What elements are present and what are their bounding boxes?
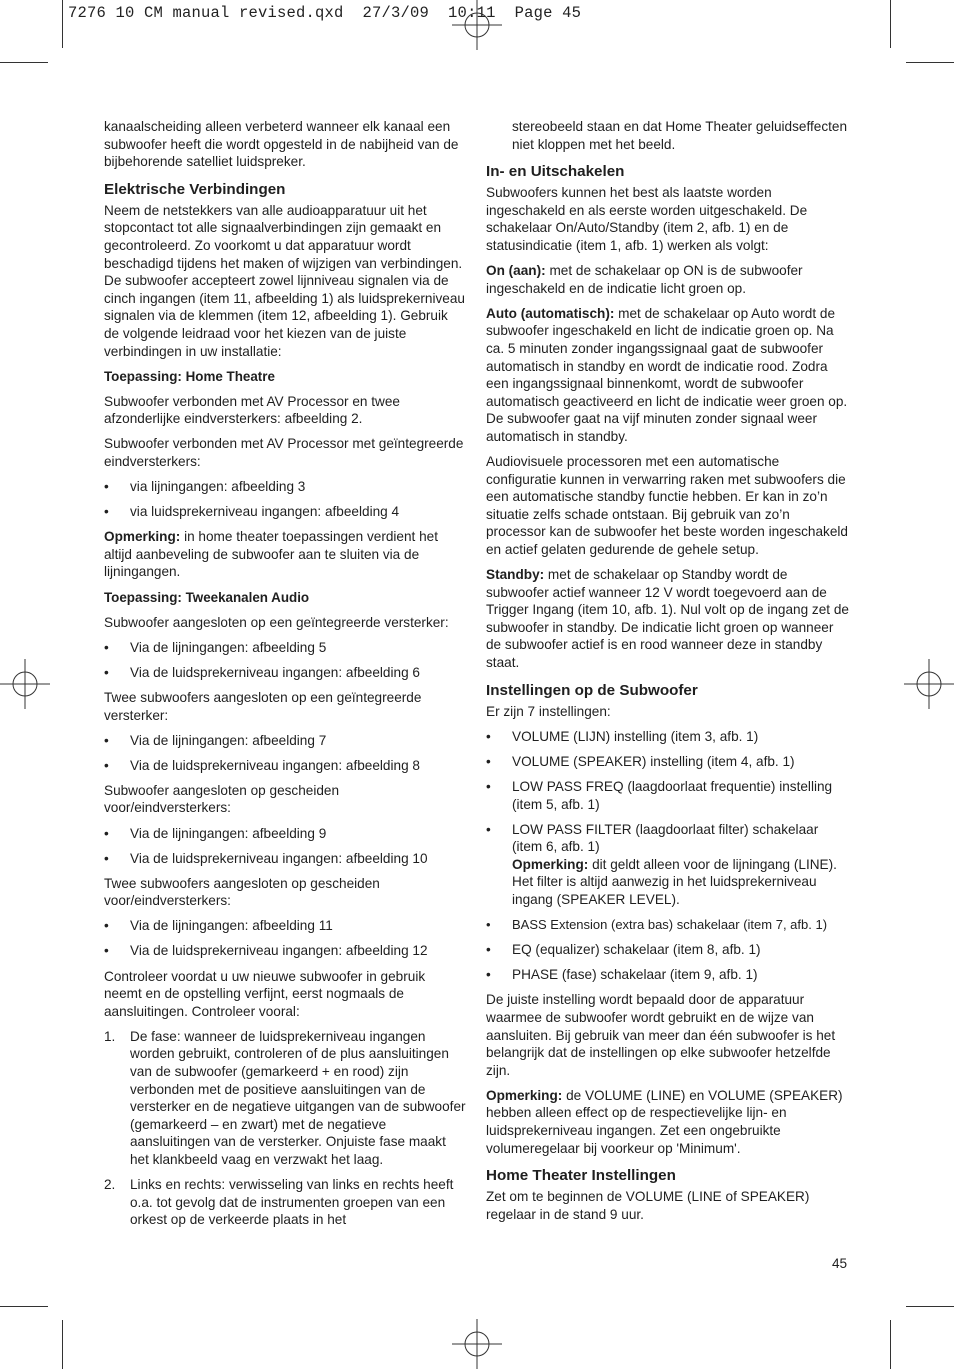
paragraph: kanaalscheiding alleen verbeterd wanneer elk kanaal een subwoofer heeft die wordt opgesteld in de nabijheid van de bijbehorende satelliet luidspreker. (104, 119, 459, 170)
crop-mark (906, 1306, 954, 1307)
section-heading: In- en Uitschakelen (486, 163, 625, 181)
numbered-list (104, 1028, 466, 1229)
paragraph: stereobeeld staan en dat Home Theater geluidseffecten niet kloppen met het beeld. (512, 119, 848, 152)
list-item: • EQ (equalizer) schakelaar (item 8, afb. 1) (486, 942, 761, 958)
list-item: 1. De fase: wanneer de luidsprekerniveau ingangen worden gebruikt, controleren of de plus aansluitingen van de subwoofer (gemarkeerd + en rood) zijn verbonden met de positieve aansluitingen van de versterker en de negatieve uitgangen van de subwoofer (gemarkeerd – en zwart) met de negatieve aansluitingen van de versterker. Onjuiste fase maakt het klankbeeld vaag en verzwakt het laag. (104, 1028, 466, 1167)
list-item: • Via de luidsprekerniveau ingangen: afbeelding 12 (104, 943, 428, 959)
crop-mark (906, 62, 954, 63)
paragraph: On (aan): met de schakelaar op ON is de subwoofer ingeschakeld en de indicatie licht groen op. (486, 263, 803, 296)
term-label: On (aan): (486, 263, 546, 279)
crop-mark (0, 1306, 48, 1307)
list-item: • Via de lijningangen: afbeelding 9 (104, 825, 327, 841)
list-item: • Via de luidsprekerniveau ingangen: afbeelding 8 (104, 757, 420, 773)
list-item: • Via de lijningangen: afbeelding 5 (104, 639, 327, 655)
left-column (104, 118, 466, 1236)
crop-mark (890, 1320, 891, 1369)
registration-mark-icon (0, 659, 50, 709)
crop-mark (0, 62, 48, 63)
paragraph: Twee subwoofers aangesloten op gescheiden voor/eindversterkers: (104, 875, 380, 909)
paragraph: Audiovisuele processoren met een automatische configuratie kunnen in verwarring raken met subwoofers die een automatische standby functie hebben. Er kan in zo’n situatie zelfs schade ontstaan. Bij gebruik van zo’n processor kan de subwoofer het beste worden ingeschakeld en actief gelaten gedurende de gehele setup. (486, 454, 848, 557)
print-slug: 7276 10 CM manual revised.qxd 27/3/09 10:11 Page 45 (68, 4, 582, 22)
bullet-list (104, 639, 466, 682)
bullet-list (104, 917, 466, 960)
paragraph: Er zijn 7 instellingen: (486, 703, 611, 719)
paragraph: Subwoofer verbonden met AV Processor en twee afzonderlijke eindversterkers: afbeelding 2. (104, 393, 400, 427)
subsection-heading: Toepassing: Tweekanalen Audio (104, 589, 310, 605)
paragraph: Subwoofers kunnen het best als laatste worden ingeschakeld en als eerste worden uitgeschakeld. De schakelaar On/Auto/Standby (item 2, afb. 1) en de statusindicatie (item 1, afb. 1) werken als volgt: (486, 185, 808, 253)
section-heading: Home Theater Instellingen (486, 1167, 676, 1185)
note: Opmerking: de VOLUME (LINE) en VOLUME (SPEAKER) hebben alleen effect op de respectievelijke lijn- en luidsprekerniveau ingangen. Zet een ongebruikte volumeregelaar bij voorkeur op 'Minimum'. (486, 1087, 843, 1156)
subsection-heading: Toepassing: Home Theatre (104, 368, 275, 384)
paragraph: Subwoofer verbonden met AV Processor met geïntegreerde eindversterkers: (104, 436, 464, 469)
bullet-list (104, 825, 466, 868)
list-item: • Via de luidsprekerniveau ingangen: afbeelding 10 (104, 850, 428, 866)
crop-mark (890, 0, 891, 48)
note-label: Opmerking: (512, 856, 589, 872)
list-item: • PHASE (fase) schakelaar (item 9, afb. 1) (486, 967, 758, 983)
paragraph: Subwoofer aangesloten op een geïntegreerde versterker: (104, 614, 449, 630)
list-item: • Via de lijningangen: afbeelding 11 (104, 918, 333, 934)
right-column (486, 118, 852, 1231)
paragraph: De juiste instelling wordt bepaald door de apparatuur waarmee de subwoofer wordt gebruikt en de wijze van aansluiten. Bij gebruik van meer dan één subwoofer is het belangrijk dat de instellingen op elke subwoofer hetzelfde zijn. (486, 992, 836, 1078)
note: Opmerking: in home theater toepassingen verdient het altijd aanbeveling de subwoofer aan te sluiten via de lijningangen. (104, 529, 438, 580)
term-label: Auto (automatisch): (486, 305, 615, 321)
bullet-list (486, 728, 852, 984)
paragraph: Zet om te beginnen de VOLUME (LINE of SPEAKER) regelaar in de stand 9 uur. (486, 1189, 810, 1222)
bullet-list (104, 478, 466, 521)
crop-mark (62, 1320, 63, 1369)
list-item: • VOLUME (LIJN) instelling (item 3, afb. 1) (486, 728, 759, 744)
page-number: 45 (832, 1256, 848, 1271)
paragraph: Subwoofer aangesloten op gescheiden voor/eindversterkers: (104, 782, 340, 816)
list-item: • via luidsprekerniveau ingangen: afbeelding 4 (104, 504, 400, 520)
list-item: • BASS Extension (extra bas) schakelaar (item 7, afb. 1) (486, 917, 828, 933)
paragraph: Twee subwoofers aangesloten op een geïntegreerde versterker: (104, 689, 422, 723)
paragraph: Auto (automatisch): met de schakelaar op Auto wordt de subwoofer ingeschakeld en licht de indicatie groen op. Na ca. 5 minuten zonder ingangssignaal gaat de subwoofer automatisch in standby en wordt de indicatie rood. Zodra een ingangssignaal binnenkomt, wordt de subwoofer automatisch geactiveerd en licht de indicatie weer groen op. De subwoofer gaat na vijf minuten zonder signaal weer automatisch in standby. (486, 305, 848, 444)
note-label: Opmerking: (104, 529, 181, 545)
list-item: • Via de luidsprekerniveau ingangen: afbeelding 6 (104, 664, 420, 680)
paragraph: Standby: met de schakelaar op Standby wordt de subwoofer actief wanneer 12 V wordt toegevoerd aan de Trigger Ingang (item 10, afb. 1). Nul volt op de ingang zet de subwoofer in standby. De indicatie licht groen op wanneer de subwoofer actief is en rood wanneer deze in standby staat. (486, 567, 849, 671)
registration-mark-icon (452, 0, 502, 50)
term-label: Standby: (486, 567, 545, 583)
registration-mark-icon (904, 659, 954, 709)
list-item: • LOW PASS FREQ (laagdoorlaat frequentie) instelling (item 5, afb. 1) (486, 778, 833, 812)
paragraph: Neem de netstekkers van alle audioapparatuur uit het stopcontact tot alle signaalverbindingen zijn gemaakt en gecontroleerd. Zo voorkomt u dat apparatuur wordt beschadigd tijdens het maken of wijzigen van verbindingen. De subwoofer accepteert zowel lijnniveau signalen via de cinch ingangen (item 11, afbeelding 1) als luidsprekerniveau signalen via de klemmen (item 12, afbeelding 1). Gebruik de volgende leidraad voor het kiezen van de juiste verbindingen in uw installatie: (104, 202, 465, 359)
section-heading: Elektrische Verbindingen (104, 180, 286, 198)
list-item: 2. Links en rechts: verwisseling van links en rechts heeft o.a. tot gevolg dat de instrumenten groepen van een orkest op de verkeerde plaats in het (104, 1177, 454, 1228)
registration-mark-icon (452, 1319, 502, 1369)
section-heading: Instellingen op de Subwoofer (486, 681, 698, 699)
paragraph: Controleer voordat u uw nieuwe subwoofer in gebruik neemt en de opstelling verfijnt, eerst nogmaals de aansluitingen. Controleer vooral: (104, 968, 426, 1019)
bullet-list (104, 732, 466, 775)
list-item: • via lijningangen: afbeelding 3 (104, 479, 306, 495)
list-item: • LOW PASS FILTER (laagdoorlaat filter) schakelaar (item 6, afb. 1) Opmerking: dit geldt alleen voor de lijningang (LINE). Het filter is altijd aanwezig in het luidsprekerniveau ingang (SPEAKER LEVEL). (486, 821, 837, 907)
crop-mark (62, 0, 63, 48)
note-label: Opmerking: (486, 1087, 563, 1103)
list-item: • VOLUME (SPEAKER) instelling (item 4, afb. 1) (486, 753, 795, 769)
list-item: • Via de lijningangen: afbeelding 7 (104, 732, 327, 748)
